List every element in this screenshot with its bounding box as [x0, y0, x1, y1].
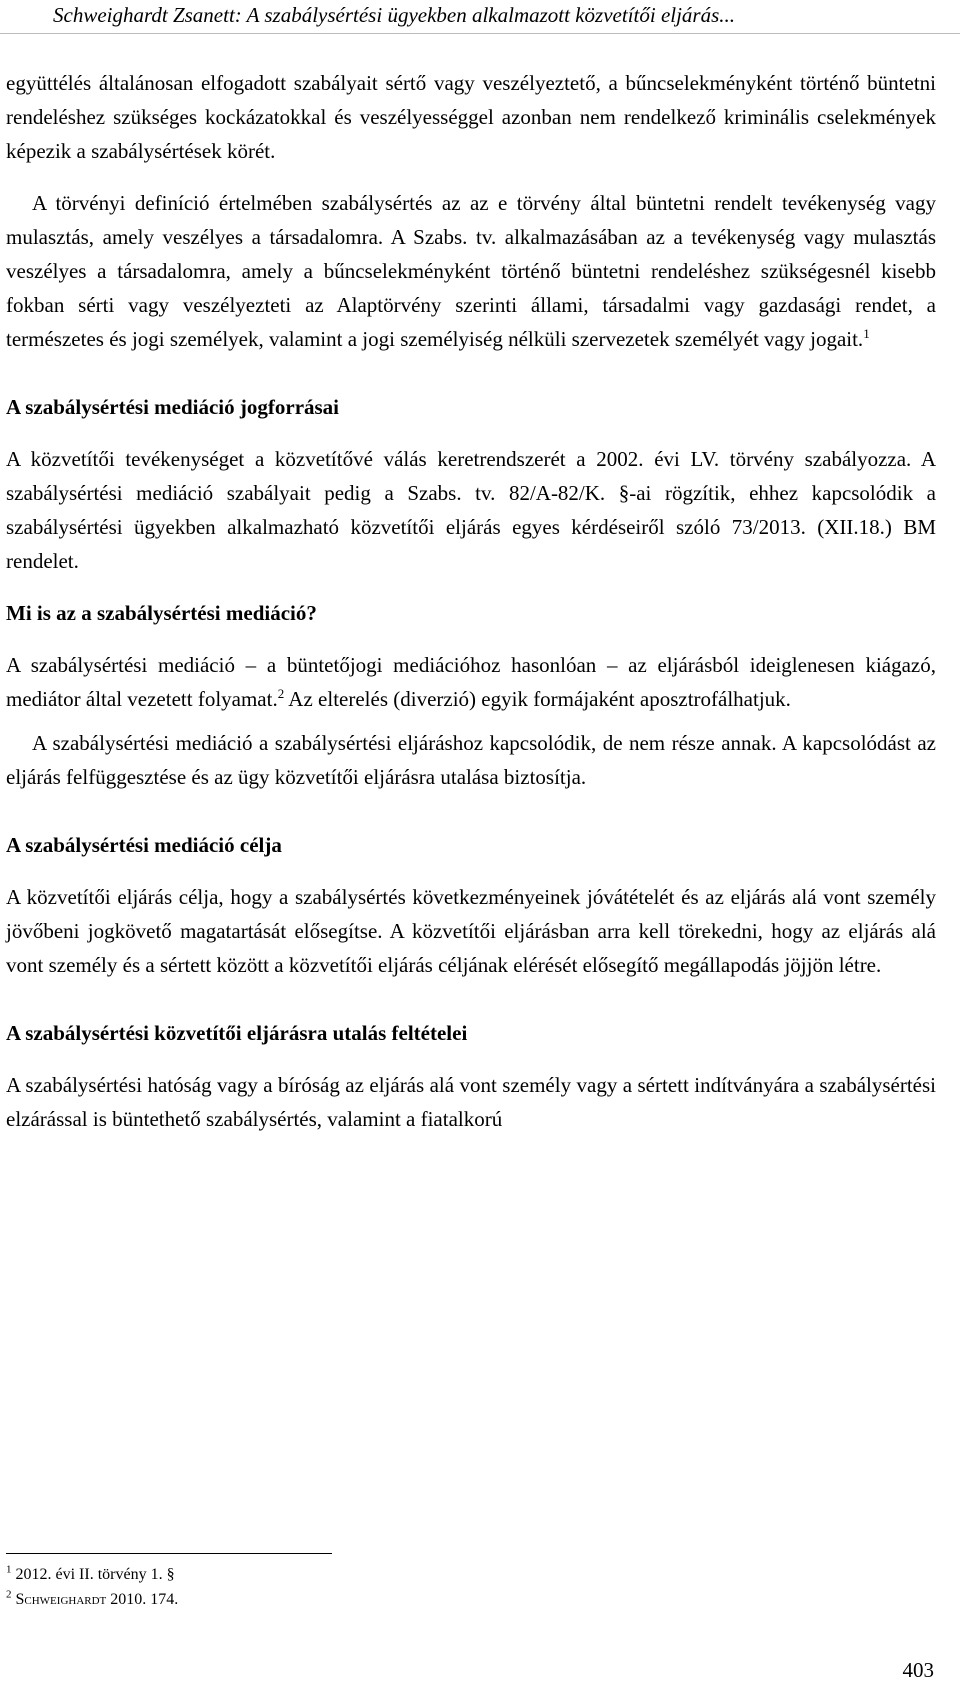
footnote-1	[6, 1562, 936, 1587]
footnote-1-text: 2012. évi II. törvény 1. §	[15, 1566, 175, 1583]
footnote-2-text: 2010. 174.	[106, 1591, 179, 1608]
paragraph-4-text-a: A szabálysértési mediáció – a büntetőjogi mediációhoz hasonlóan – az eljárásból ideiglenesen kiágazó, mediátor által vezetett folyamat.	[6, 653, 936, 711]
section-heading-goal: A szabálysértési mediáció célja	[6, 833, 282, 857]
paragraph-5: A szabálysértési mediáció a szabálysértési eljáráshoz kapcsolódik, de nem része annak. A kapcsolódást az eljárás felfüggesztése és az ügy közvetítői eljárásra utalása biztosítja.	[6, 731, 936, 789]
paragraph-6: A közvetítői eljárás célja, hogy a szabálysértés következményeinek jóvátételét és az eljárás alá vont személy jövőbeni jogkövető magatartását elősegítse. A közvetítői eljárásban arra kell törekedni, hogy az eljárás alá vont személy és a sértett között a közvetítői eljárás céljának elérését elősegítő megállapodás jöjjön létre.	[6, 885, 936, 977]
section-heading-conditions: A szabálysértési közvetítői eljárásra utalás feltételei	[6, 1021, 468, 1045]
footnotes	[6, 1553, 936, 1612]
page-number: 403	[902, 1658, 934, 1682]
footnote-2	[6, 1587, 936, 1612]
paragraph-1: együttélés általánosan elfogadott szabályait sértő vagy veszélyeztető, a bűncselekményként történő büntetni rendeléshez szükséges kockázatokkal és veszélyességgel azonban nem rendelkező kriminális cselekmények képezik a szabálysértések körét.	[6, 71, 936, 163]
footnote-2-number: 2	[6, 1588, 12, 1601]
footnote-ref-2[interactable]: 2	[277, 686, 285, 701]
running-header: Schweighardt Zsanett: A szabálysértési ügyekben alkalmazott közvetítői eljárás...	[53, 3, 736, 27]
section-heading-sources: A szabálysértési mediáció jogforrásai	[6, 395, 340, 419]
paragraph-2	[6, 186, 936, 356]
footnote-2-author: Schweighardt	[15, 1591, 107, 1608]
footnote-divider	[6, 1553, 332, 1554]
paragraph-4	[6, 648, 936, 716]
paragraph-7: A szabálysértési hatóság vagy a bíróság az eljárás alá vont személy vagy a sértett indítványára a szabálysértési elzárással is büntethető szabálysértés, valamint a fiatalkorú	[6, 1073, 936, 1131]
paragraph-2-text: A törvényi definíció értelmében szabálysértés az az e törvény által büntetni rendelt tevékenység vagy mulasztás, amely veszélyes a társadalomra. A Szabs. tv. alkalmazásában az a tevékenység vagy mulasztás veszélyes a társadalomra, amely a bűncselekményként történő büntetni rendeléshez szükségesnél kisebb fokban sérti vagy veszélyezteti az Alaptörvény szerinti állami, társadalmi vagy gazdasági rendet, a természetes és jogi személyek, valamint a jogi személyiség nélküli szervezetek személyét vagy jogait.	[6, 191, 936, 351]
paragraph-4-text-b: Az elterelés (diverzió) egyik formájaként aposztrofálhatjuk.	[284, 687, 791, 711]
page-body	[6, 66, 936, 1136]
paragraph-3: A közvetítői tevékenységet a közvetítővé válás keretrendszerét a 2002. évi LV. törvény szabályozza. A szabálysértési mediáció szabályait pedig a Szabs. tv. 82/A-82/K. §-ai rögzítik, ehhez kapcsolódik a szabálysértési ügyekben alkalmazható közvetítői eljárás egyes kérdéseiről szóló 73/2013. (XII.18.) BM rendelet.	[6, 447, 936, 573]
section-heading-what-is: Mi is az a szabálysértési mediáció?	[6, 601, 317, 625]
header-divider	[0, 33, 960, 34]
footnote-1-number: 1	[6, 1563, 12, 1576]
footnote-ref-1[interactable]: 1	[863, 326, 870, 341]
